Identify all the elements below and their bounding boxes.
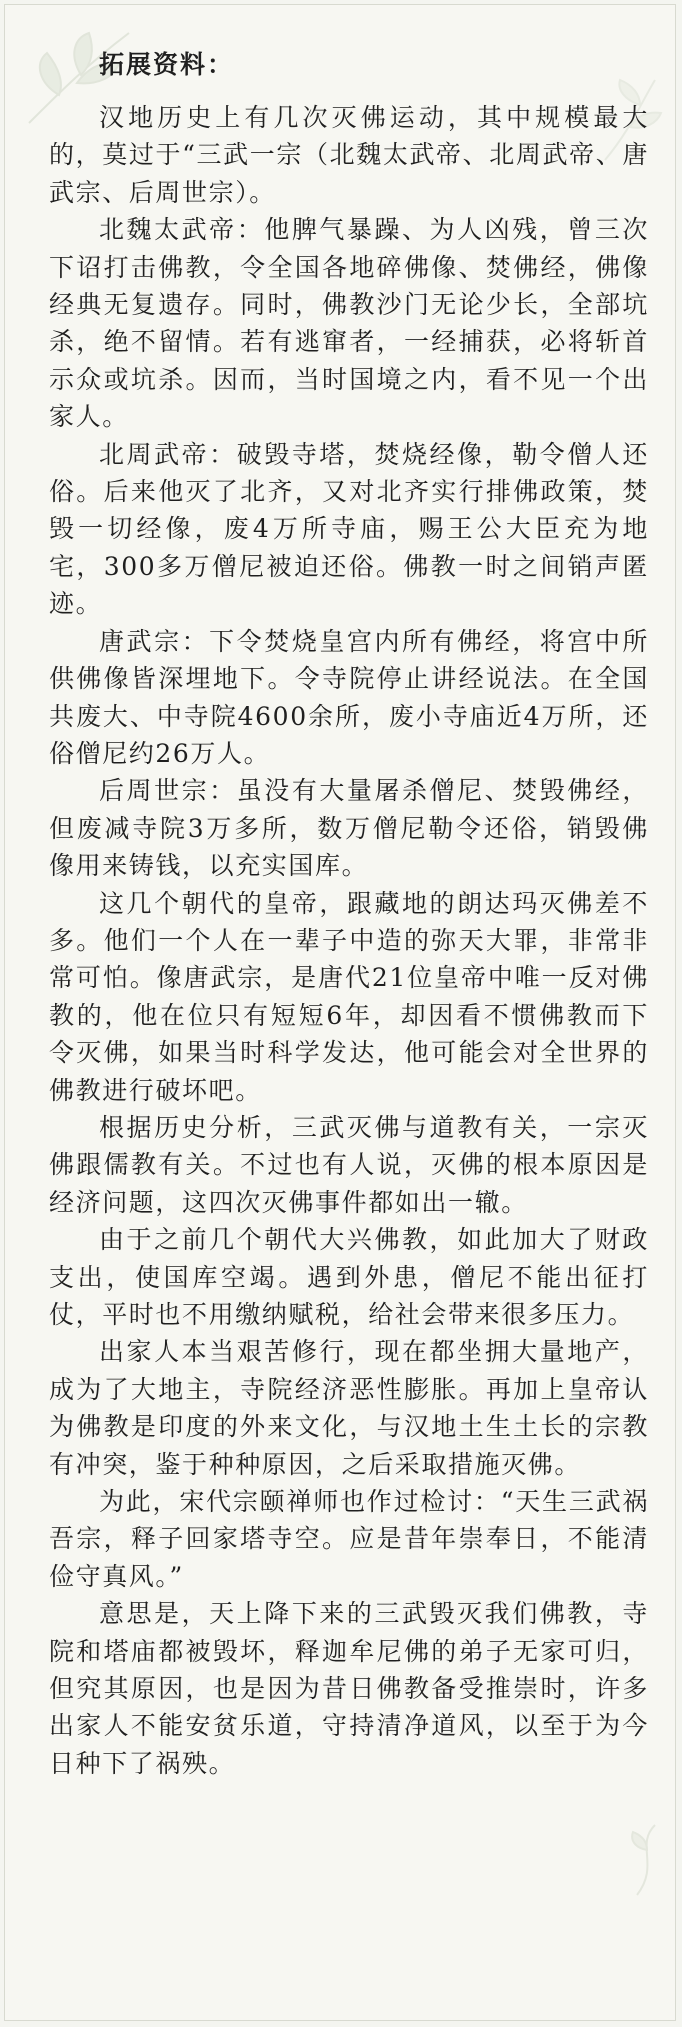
section-title: 拓展资料：: [99, 50, 235, 79]
paragraph: 这几个朝代的皇帝，跟藏地的朗达玛灭佛差不多。他们一个人在一辈子中造的弥天大罪，非常非常可怕。像唐武宗，是唐代21位皇帝中唯一反对佛教的，他在位只有短短6年，却因看不惯佛教而下令灭佛，如果当时科学发达，他可能会对全世界的佛教进行破坏吧。: [49, 888, 649, 1105]
paragraph: 意思是，天上降下来的三武毁灭我们佛教，寺院和塔庙都被毁坏，释迦牟尼佛的弟子无家可归，但究其原因，也是因为昔日佛教备受推崇时，许多出家人不能安贫乐道，守持清净道风，以至于为今日种下了祸殃。: [49, 1599, 649, 1778]
paragraph: 为此，宋代宗颐禅师也作过检讨：“天生三武祸吾宗，释子回家塔寺空。应是昔年崇奉日，不能清俭守真风。”: [49, 1487, 649, 1591]
paragraph: 出家人本当艰苦修行，现在都坐拥大量地产，成为了大地主，寺院经济恶性膨胀。再加上皇帝认为佛教是印度的外来文化，与汉地土生土长的宗教有冲突，鉴于种种原因，之后采取措施灭佛。: [49, 1337, 649, 1479]
paragraph: 汉地历史上有几次灭佛运动，其中规模最大的，莫过于“三武一宗（北魏太武帝、北周武帝、唐武宗、后周世宗）。: [49, 103, 649, 207]
vine-watermark-icon: [625, 1820, 665, 1900]
paragraph: 由于之前几个朝代大兴佛教，如此加大了财政支出，使国库空竭。遇到外患，僧尼不能出征打仗，平时也不用缴纳赋税，给社会带来很多压力。: [49, 1225, 649, 1329]
article-page: [4, 4, 676, 2021]
paragraph: 后周世宗：虽没有大量屠杀僧尼、焚毁佛经，但废减寺院3万多所，数万僧尼勒令还俗，销毁佛像用来铸钱，以充实国库。: [49, 776, 649, 881]
paragraph: 根据历史分析，三武灭佛与道教有关，一宗灭佛跟儒教有关。不过也有人说，灭佛的根本原因是经济问题，这四次灭佛事件都如出一辙。: [49, 1112, 649, 1217]
paragraph: 北周武帝：破毁寺塔，焚烧经像，勒令僧人还俗。后来他灭了北齐，又对北齐实行排佛政策，焚毁一切经像，废4万所寺庙，赐王公大臣充为地宅，300多万僧尼被迫还俗。佛教一时之间销声匿迹。: [49, 439, 649, 619]
article-body: [49, 37, 649, 1782]
paragraph: 北魏太武帝：他脾气暴躁、为人凶残，曾三次下诏打击佛教，令全国各地碎佛像、焚佛经，佛像经典无复遗存。同时，佛教沙门无论少长，全部坑杀，绝不留情。若有逃窜者，一经捕获，必将斩首示众或坑杀。因而，当时国境之内，看不见一个出家人。: [49, 215, 649, 432]
paragraph: 唐武宗：下令焚烧皇宫内所有佛经，将宫中所供佛像皆深埋地下。令寺院停止讲经说法。在全国共废大、中寺院4600余所，废小寺庙近4万所，还俗僧尼约26万人。: [49, 626, 649, 768]
